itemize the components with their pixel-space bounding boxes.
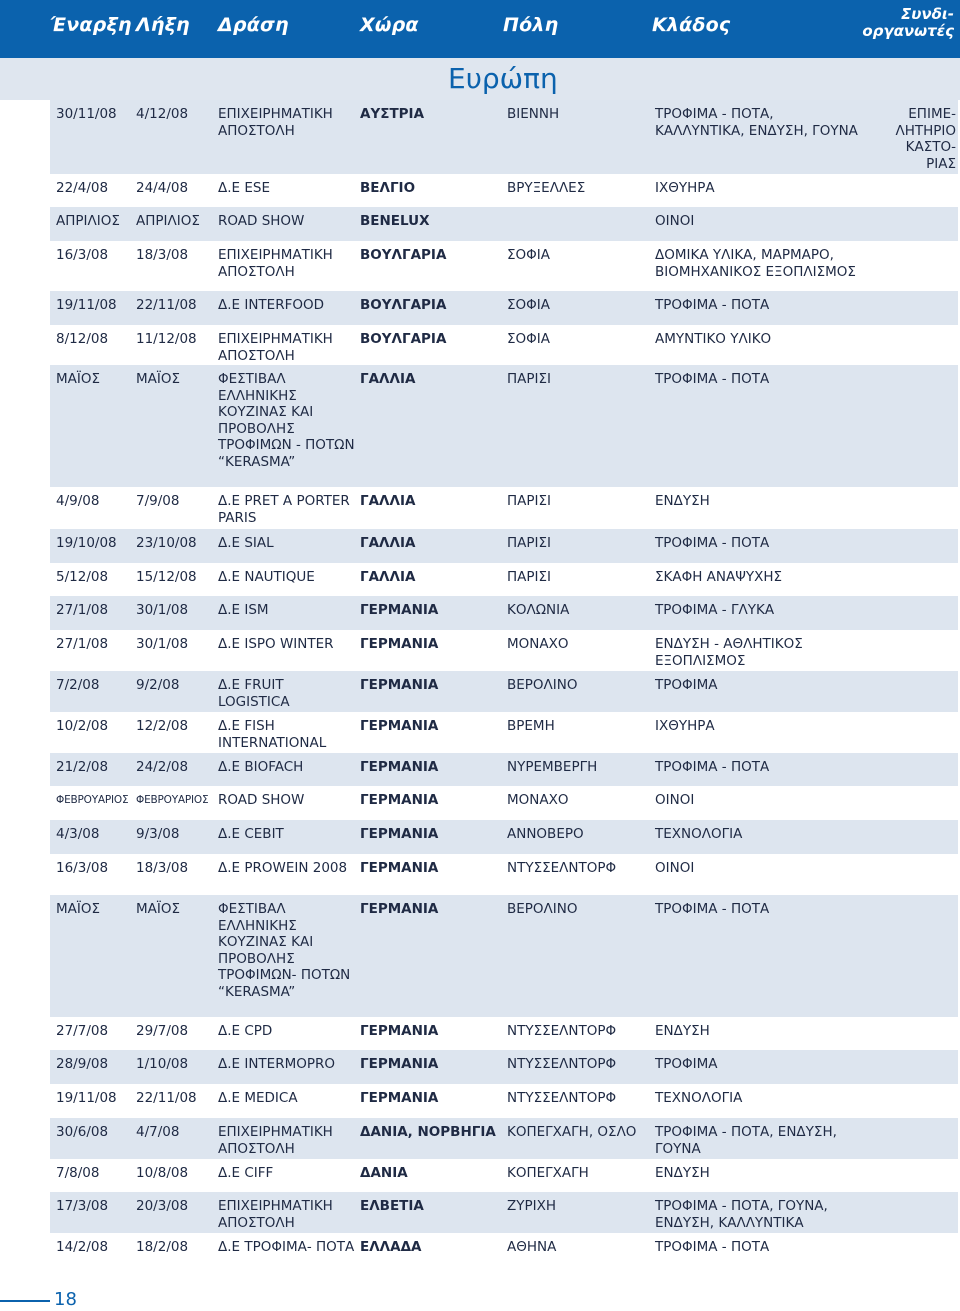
table-row xyxy=(50,671,958,712)
table-row xyxy=(50,712,958,753)
cell-action: Δ.Ε SIAL xyxy=(218,535,274,551)
cell-start: 17/3/08 xyxy=(56,1198,109,1214)
cell-country: ΓΑΛΛΙΑ xyxy=(360,535,416,551)
cell-country: ΓΕΡΜΑΝΙΑ xyxy=(360,826,439,842)
table-header xyxy=(0,0,960,58)
cell-start: ΜΑΪΟΣ xyxy=(56,901,101,917)
events-table xyxy=(50,100,958,1271)
cell-city: ΚΟΛΩΝΙΑ xyxy=(507,602,570,618)
cell-city: ΑΝΝΟΒΕΡΟ xyxy=(507,826,584,842)
cell-action: Δ.Ε PRET A PORTER PARIS xyxy=(218,493,350,526)
cell-start: 7/8/08 xyxy=(56,1165,100,1181)
cell-sector: ΟΙΝΟΙ xyxy=(655,792,695,808)
cell-sector: ΤΡΟΦΙΜΑ - ΠΟΤΑ xyxy=(655,535,770,551)
cell-start: 27/1/08 xyxy=(56,636,109,652)
cell-city: ΠΑΡΙΣΙ xyxy=(507,569,552,585)
cell-end: 20/3/08 xyxy=(136,1198,189,1214)
cell-city: ΚΟΠΕΓΧΑΓΗ, ΟΣΛΟ xyxy=(507,1124,637,1140)
cell-sector: ΤΡΟΦΙΜΑ - ΠΟΤΑ xyxy=(655,759,770,775)
cell-start: 5/12/08 xyxy=(56,569,109,585)
cell-country: ΓΕΡΜΑΝΙΑ xyxy=(360,792,439,808)
table-row xyxy=(50,854,958,895)
cell-start: 28/9/08 xyxy=(56,1056,109,1072)
cell-end: 1/10/08 xyxy=(136,1056,189,1072)
cell-country: ΕΛΒΕΤΙΑ xyxy=(360,1198,424,1214)
cell-city: ΜΟΝΑΧΟ xyxy=(507,636,569,652)
cell-start: ΜΑΪΟΣ xyxy=(56,371,101,387)
table-row xyxy=(50,1017,958,1050)
cell-country: ΒΟΥΛΓΑΡΙΑ xyxy=(360,331,447,347)
cell-start: 8/12/08 xyxy=(56,331,109,347)
cell-end: 7/9/08 xyxy=(136,493,180,509)
region-banner xyxy=(0,58,960,100)
cell-city: ΒΡΕΜΗ xyxy=(507,718,555,734)
table-row xyxy=(50,1084,958,1118)
cell-end: 30/1/08 xyxy=(136,602,189,618)
cell-action: Δ.Ε INTERFOOD xyxy=(218,297,324,313)
cell-end: ΑΠΡΙΛΙΟΣ xyxy=(136,213,200,229)
cell-city: ΖΥΡΙΧΗ xyxy=(507,1198,557,1214)
cell-sector: ΤΡΟΦΙΜΑ - ΠΟΤΑ, ΚΑΛΛΥΝΤΙΚΑ, ΕΝΔΥΣΗ, ΓΟΥΝΑ xyxy=(655,106,858,139)
cell-country: ΓΕΡΜΑΝΙΑ xyxy=(360,636,439,652)
cell-city: ΒΙΕΝΝΗ xyxy=(507,106,560,122)
cell-action: ΕΠΙΧΕΙΡΗΜΑΤΙΚΗ ΑΠΟΣΤΟΛΗ xyxy=(218,1198,333,1231)
table-row xyxy=(50,1233,958,1271)
cell-sector: ΤΡΟΦΙΜΑ - ΓΛΥΚΑ xyxy=(655,602,775,618)
cell-start: 27/7/08 xyxy=(56,1023,109,1039)
cell-end: 9/3/08 xyxy=(136,826,180,842)
cell-city: ΒΕΡΟΛΙΝΟ xyxy=(507,901,578,917)
cell-sector: ΤΡΟΦΙΜΑ xyxy=(655,1056,718,1072)
cell-city: ΠΑΡΙΣΙ xyxy=(507,371,552,387)
cell-end: 15/12/08 xyxy=(136,569,197,585)
cell-action: Δ.Ε CPD xyxy=(218,1023,273,1039)
page-number: 18 xyxy=(54,1289,77,1310)
cell-city: ΝΤΥΣΣΕΛΝΤΟΡΦ xyxy=(507,1023,617,1039)
cell-sector: ΤΕΧΝΟΛΟΓΙΑ xyxy=(655,1090,743,1106)
cell-country: ΕΛΛΑΔΑ xyxy=(360,1239,422,1255)
cell-action: ΕΠΙΧΕΙΡΗΜΑΤΙΚΗ ΑΠΟΣΤΟΛΗ xyxy=(218,331,333,364)
table-row xyxy=(50,895,958,1017)
cell-start: 27/1/08 xyxy=(56,602,109,618)
cell-country: ΒΟΥΛΓΑΡΙΑ xyxy=(360,247,447,263)
cell-action: Δ.Ε CIFF xyxy=(218,1165,274,1181)
cell-action: Δ.Ε ISPO WINTER xyxy=(218,636,334,652)
table-row xyxy=(50,325,958,365)
cell-end: 23/10/08 xyxy=(136,535,197,551)
cell-action: Δ.Ε PROWEIN 2008 xyxy=(218,860,348,876)
cell-country: ΔΑΝΙΑ xyxy=(360,1165,408,1181)
cell-country: ΓΕΡΜΑΝΙΑ xyxy=(360,602,439,618)
cell-city: ΠΑΡΙΣΙ xyxy=(507,535,552,551)
cell-country: ΒΟΥΛΓΑΡΙΑ xyxy=(360,297,447,313)
cell-end: ΜΑΪΟΣ xyxy=(136,371,181,387)
cell-end: 12/2/08 xyxy=(136,718,189,734)
cell-country: ΓΕΡΜΑΝΙΑ xyxy=(360,1090,439,1106)
cell-end: 11/12/08 xyxy=(136,331,197,347)
cell-action: Δ.Ε ISM xyxy=(218,602,269,618)
cell-start: 30/11/08 xyxy=(56,106,117,122)
cell-country: BENELUX xyxy=(360,213,430,229)
cell-sector: ΟΙΝΟΙ xyxy=(655,860,695,876)
table-row xyxy=(50,1118,958,1159)
cell-end: 22/11/08 xyxy=(136,297,197,313)
table-row xyxy=(50,487,958,529)
cell-start: 16/3/08 xyxy=(56,247,109,263)
cell-action: ΦΕΣΤΙΒΑΛ ΕΛΛΗΝΙΚΗΣ ΚΟΥΖΙΝΑΣ ΚΑΙ ΠΡΟΒΟΛΗΣ ΤΡΟΦΙΜΩΝ - ΠΟΤΩΝ “KERASMA” xyxy=(218,371,355,470)
cell-city: ΝΥΡΕΜΒΕΡΓΗ xyxy=(507,759,598,775)
cell-sector: ΙΧΘΥΗΡΑ xyxy=(655,180,715,196)
cell-action: Δ.Ε MEDICA xyxy=(218,1090,298,1106)
cell-sector: ΤΡΟΦΙΜΑ xyxy=(655,677,718,693)
cell-end: 29/7/08 xyxy=(136,1023,189,1039)
cell-country: ΓΕΡΜΑΝΙΑ xyxy=(360,718,439,734)
cell-city: ΣΟΦΙΑ xyxy=(507,331,550,347)
table-row xyxy=(50,100,958,174)
header-country: Χώρα xyxy=(360,14,419,36)
cell-start: 10/2/08 xyxy=(56,718,109,734)
header-sector: Κλάδος xyxy=(652,14,731,36)
cell-end: 9/2/08 xyxy=(136,677,180,693)
cell-country: ΓΕΡΜΑΝΙΑ xyxy=(360,677,439,693)
cell-city: ΣΟΦΙΑ xyxy=(507,247,550,263)
table-row xyxy=(50,241,958,291)
cell-city: ΣΟΦΙΑ xyxy=(507,297,550,313)
cell-sector: ΤΡΟΦΙΜΑ - ΠΟΤΑ xyxy=(655,371,770,387)
cell-start: 19/10/08 xyxy=(56,535,117,551)
cell-sector: ΤΡΟΦΙΜΑ - ΠΟΤΑ, ΕΝΔΥΣΗ, ΓΟΥΝΑ xyxy=(655,1124,837,1157)
cell-country: ΓΑΛΛΙΑ xyxy=(360,371,416,387)
table-row xyxy=(50,174,958,207)
cell-city: ΝΤΥΣΣΕΛΝΤΟΡΦ xyxy=(507,1056,617,1072)
cell-country: ΓΑΛΛΙΑ xyxy=(360,569,416,585)
cell-action: ROAD SHOW xyxy=(218,213,305,229)
cell-country: ΓΕΡΜΑΝΙΑ xyxy=(360,1023,439,1039)
cell-action: Δ.Ε FISH INTERNATIONAL xyxy=(218,718,327,751)
cell-sector: ΟΙΝΟΙ xyxy=(655,213,695,229)
table-row xyxy=(50,820,958,854)
cell-city: ΜΟΝΑΧΟ xyxy=(507,792,569,808)
cell-start: 14/2/08 xyxy=(56,1239,109,1255)
cell-end: 30/1/08 xyxy=(136,636,189,652)
cell-end: 4/7/08 xyxy=(136,1124,180,1140)
table-row xyxy=(50,786,958,820)
cell-action: Δ.Ε NAUTIQUE xyxy=(218,569,315,585)
cell-end: 18/3/08 xyxy=(136,860,189,876)
cell-city: ΝΤΥΣΣΕΛΝΤΟΡΦ xyxy=(507,860,617,876)
cell-country: ΔΑΝΙΑ, ΝΟΡΒΗΓΙΑ xyxy=(360,1124,496,1140)
cell-action: ΕΠΙΧΕΙΡΗΜΑΤΙΚΗ ΑΠΟΣΤΟΛΗ xyxy=(218,1124,333,1157)
cell-country: ΓΕΡΜΑΝΙΑ xyxy=(360,1056,439,1072)
cell-start: 4/3/08 xyxy=(56,826,100,842)
cell-end: 18/3/08 xyxy=(136,247,189,263)
cell-country: ΓΕΡΜΑΝΙΑ xyxy=(360,860,439,876)
cell-sector: ΤΡΟΦΙΜΑ - ΠΟΤΑ, ΓΟΥΝΑ, ΕΝΔΥΣΗ, ΚΑΛΛΥΝΤΙΚΑ xyxy=(655,1198,828,1231)
cell-start: 19/11/08 xyxy=(56,297,117,313)
cell-country: ΓΕΡΜΑΝΙΑ xyxy=(360,759,439,775)
cell-city: ΒΕΡΟΛΙΝΟ xyxy=(507,677,578,693)
cell-country: ΓΑΛΛΙΑ xyxy=(360,493,416,509)
cell-end: ΦΕΒΡΟΥΑΡΙΟΣ xyxy=(136,794,209,806)
cell-start: ΦΕΒΡΟΥΑΡΙΟΣ xyxy=(56,794,129,806)
header-organizers: Συνδι- οργανωτές xyxy=(862,5,954,40)
cell-end: 10/8/08 xyxy=(136,1165,189,1181)
cell-country: ΓΕΡΜΑΝΙΑ xyxy=(360,901,439,917)
cell-sector: ΤΕΧΝΟΛΟΓΙΑ xyxy=(655,826,743,842)
cell-start: 4/9/08 xyxy=(56,493,100,509)
cell-sector: ΕΝΔΥΣΗ - ΑΘΛΗΤΙΚΟΣ ΕΞΟΠΛΙΣΜΟΣ xyxy=(655,636,803,669)
cell-sector: ΤΡΟΦΙΜΑ - ΠΟΤΑ xyxy=(655,1239,770,1255)
table-row xyxy=(50,207,958,241)
table-row xyxy=(50,1192,958,1233)
cell-action: ROAD SHOW xyxy=(218,792,305,808)
cell-city: ΝΤΥΣΣΕΛΝΤΟΡΦ xyxy=(507,1090,617,1106)
cell-sector: ΑΜΥΝΤΙΚΟ ΥΛΙΚΟ xyxy=(655,331,772,347)
table-row xyxy=(50,563,958,596)
cell-sector: ΕΝΔΥΣΗ xyxy=(655,1023,710,1039)
table-row xyxy=(50,753,958,786)
table-row xyxy=(50,1159,958,1192)
cell-country: ΒΕΛΓΙΟ xyxy=(360,180,416,196)
cell-end: 4/12/08 xyxy=(136,106,189,122)
cell-end: 24/4/08 xyxy=(136,180,189,196)
table-row xyxy=(50,1050,958,1084)
cell-end: 24/2/08 xyxy=(136,759,189,775)
cell-action: Δ.Ε ESE xyxy=(218,180,270,196)
table-row xyxy=(50,365,958,487)
header-city: Πόλη xyxy=(503,14,559,36)
cell-start: 22/4/08 xyxy=(56,180,109,196)
table-row xyxy=(50,291,958,325)
cell-action: Δ.Ε INTERMOPRO xyxy=(218,1056,336,1072)
cell-action: ΦΕΣΤΙΒΑΛ ΕΛΛΗΝΙΚΗΣ ΚΟΥΖΙΝΑΣ ΚΑΙ ΠΡΟΒΟΛΗΣ ΤΡΟΦΙΜΩΝ- ΠΟΤΩΝ “KERASMA” xyxy=(218,901,351,1000)
cell-city: ΠΑΡΙΣΙ xyxy=(507,493,552,509)
cell-action: Δ.Ε CEBIT xyxy=(218,826,284,842)
cell-sector: ΕΝΔΥΣΗ xyxy=(655,493,710,509)
cell-action: Δ.Ε ΤΡΟΦΙΜΑ- ΠΟΤΑ xyxy=(218,1239,355,1255)
cell-action: ΕΠΙΧΕΙΡΗΜΑΤΙΚΗ ΑΠΟΣΤΟΛΗ xyxy=(218,106,333,139)
region-title: Ευρώπη xyxy=(448,62,558,95)
cell-action: Δ.Ε BIOFACH xyxy=(218,759,304,775)
cell-sector: ΔΟΜΙΚΑ ΥΛΙΚΑ, ΜΑΡΜΑΡΟ, ΒΙΟΜΗΧΑΝΙΚΟΣ ΕΞΟΠΛΙΣΜΟΣ xyxy=(655,247,856,280)
header-end: Λήξη xyxy=(136,14,190,36)
cell-start: 19/11/08 xyxy=(56,1090,117,1106)
cell-start: 30/6/08 xyxy=(56,1124,109,1140)
cell-city: ΑΘΗΝΑ xyxy=(507,1239,557,1255)
cell-end: 18/2/08 xyxy=(136,1239,189,1255)
page-number-rule xyxy=(0,1300,50,1302)
table-row xyxy=(50,529,958,563)
cell-start: 7/2/08 xyxy=(56,677,100,693)
cell-sector: ΤΡΟΦΙΜΑ - ΠΟΤΑ xyxy=(655,901,770,917)
cell-sector: ΣΚΑΦΗ ΑΝΑΨΥΧΗΣ xyxy=(655,569,783,585)
cell-sector: ΤΡΟΦΙΜΑ - ΠΟΤΑ xyxy=(655,297,770,313)
table-row xyxy=(50,630,958,671)
cell-city: ΚΟΠΕΓΧΑΓΗ xyxy=(507,1165,589,1181)
cell-sector: ΙΧΘΥΗΡΑ xyxy=(655,718,715,734)
cell-city: ΒΡΥΞΕΛΛΕΣ xyxy=(507,180,586,196)
table-row xyxy=(50,596,958,630)
header-action: Δράση xyxy=(218,14,289,36)
cell-action: ΕΠΙΧΕΙΡΗΜΑΤΙΚΗ ΑΠΟΣΤΟΛΗ xyxy=(218,247,333,280)
cell-end: ΜΑΪΟΣ xyxy=(136,901,181,917)
cell-action: Δ.Ε FRUIT LOGISTICA xyxy=(218,677,290,710)
cell-start: 21/2/08 xyxy=(56,759,109,775)
cell-sector: ΕΝΔΥΣΗ xyxy=(655,1165,710,1181)
cell-start: ΑΠΡΙΛΙΟΣ xyxy=(56,213,120,229)
cell-end: 22/11/08 xyxy=(136,1090,197,1106)
cell-org: ΕΠΙΜΕ- ΛΗΤΗΡΙΟ ΚΑΣΤΟ- ΡΙΑΣ xyxy=(895,106,956,172)
cell-country: ΑΥΣΤΡΙΑ xyxy=(360,106,425,122)
cell-start: 16/3/08 xyxy=(56,860,109,876)
header-start: Έναρξη xyxy=(50,14,132,36)
